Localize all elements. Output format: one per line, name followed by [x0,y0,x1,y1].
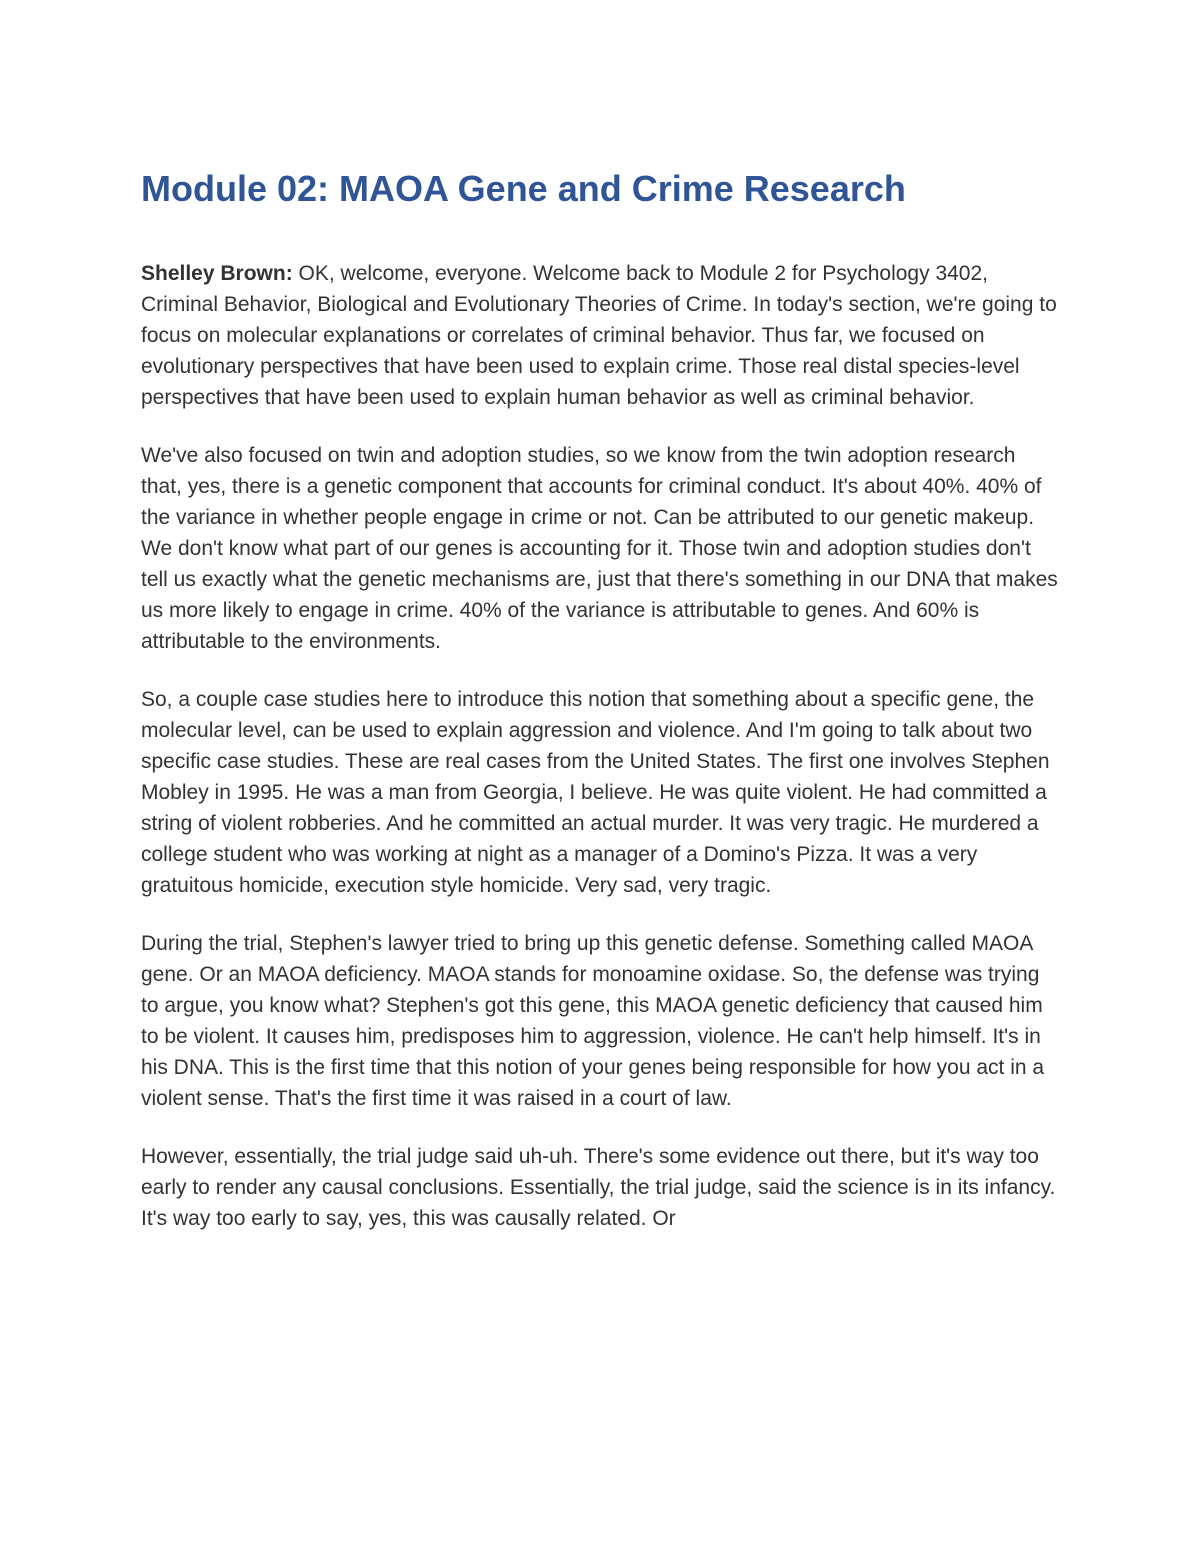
paragraph-1 [141,258,1061,413]
paragraph-5: However, essentially, the trial judge said uh-uh. There's some evidence out there, but it's way too early to render any causal conclusions. Essentially, the trial judge, said the science is in its infancy. It's way too early to say, yes, this was causally related. Or [141,1145,1056,1230]
paragraph-3: So, a couple case studies here to introduce this notion that something about a specific gene, the molecular level, can be used to explain aggression and violence. And I'm going to talk about two specific case studies. These are real cases from the United States. The first one involves Stephen Mobley in 1995. He was a man from Georgia, I believe. He was quite violent. He had committed a string of violent robberies. And he committed an actual murder. It was very tragic. He murdered a college student who was working at night as a manager of a Domino's Pizza. It was a very gratuitous homicide, execution style homicide. Very sad, very tragic. [141,688,1050,897]
document-title: Module 02: MAOA Gene and Crime Research [141,168,906,209]
speaker-name: Shelley Brown: [141,262,293,285]
paragraph-1-text: OK, welcome, everyone. Welcome back to Module 2 for Psychology 3402, Criminal Behavior, Biological and Evolutionary Theories of Crime. In today's section, we're going to focus on molecular explanations or correlates of criminal behavior. Thus far, we focused on evolutionary perspectives that have been used to explain crime. Those real distal species-level perspectives that have been used to explain human behavior as well as criminal behavior. [141,262,1057,409]
paragraph-2: We've also focused on twin and adoption studies, so we know from the twin adoption research that, yes, there is a genetic component that accounts for criminal conduct. It's about 40%. 40% of the variance in whether people engage in crime or not. Can be attributed to our genetic makeup. We don't know what part of our genes is accounting for it. Those twin and adoption studies don't tell us exactly what the genetic mechanisms are, just that there's something in our DNA that makes us more likely to engage in crime. 40% of the variance is attributable to genes. And 60% is attributable to the environments. [141,444,1058,653]
document-body [141,160,1061,1261]
paragraph-4: During the trial, Stephen's lawyer tried to bring up this genetic defense. Something called MAOA gene. Or an MAOA deficiency. MAOA stands for monoamine oxidase. So, the defense was trying to argue, you know what? Stephen's got this gene, this MAOA genetic deficiency that caused him to be violent. It causes him, predisposes him to aggression, violence. He can't help himself. It's in his DNA. This is the first time that this notion of your genes being responsible for how you act in a violent sense. That's the first time it was raised in a court of law. [141,932,1045,1110]
